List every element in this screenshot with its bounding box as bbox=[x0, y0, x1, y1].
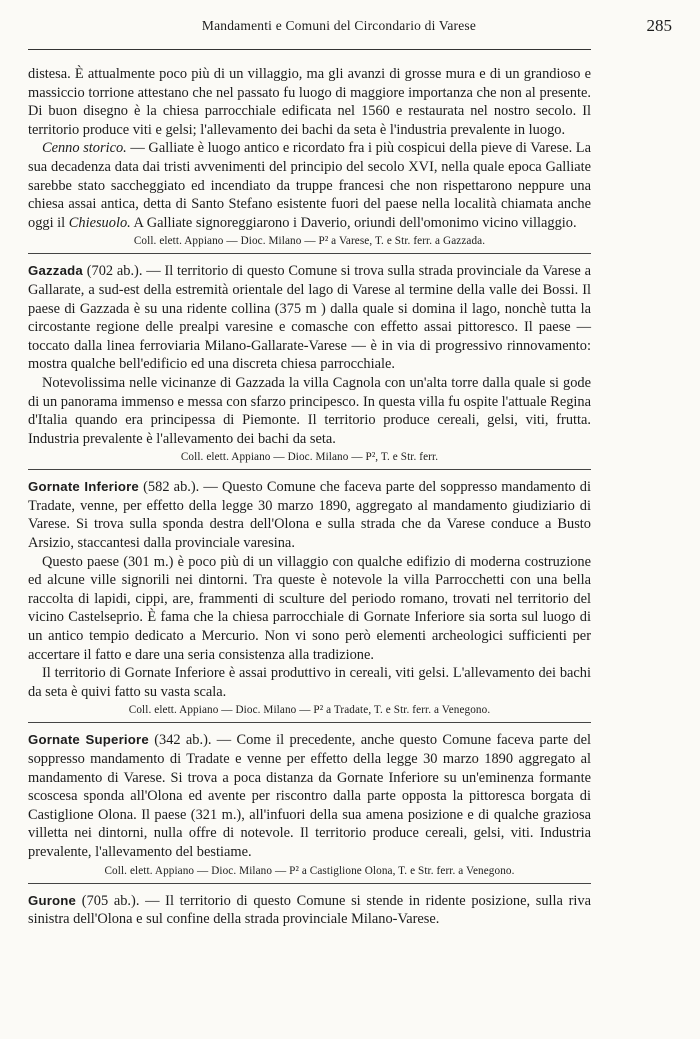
entry-divider bbox=[28, 883, 591, 884]
entry-divider bbox=[28, 253, 591, 254]
paragraph bbox=[28, 478, 591, 552]
place-name-chiesuolo: Chiesuolo. bbox=[68, 214, 131, 231]
historical-note bbox=[28, 139, 591, 232]
paragraph-text: (702 ab.). — Il territorio di questo Comune si trova sulla strada provinciale da Varese a Gallarate, a sud-est della estremità orientale del lago di Varese al termine della valle dei Bossi. Il paese di Gazzada è su una ridente collina (375 m ) dalla quale si domina il lago, nonchè tutta la circostante regione delle prealpi varesine e comasche con effetto assai pittoresco. Il paese — toccato dalla linea ferroviaria Milano-Gallarate-Varese — è in via di progressivo rinnovamento: mostra qualche bell'edificio ed una discreta chiesa parrocchiale. bbox=[28, 263, 591, 373]
paragraph-text: (582 ab.). — Questo Comune che faceva parte del soppresso mandamento di Tradate, venne, per effetto della legge 30 marzo 1890, aggregato al mandamento giudiziario di Varese. Si trova sulla sponda destra dell'Olona e sulla strada che da Varese conduce a Busto Arsizio, staccantesi dalla provinciale varesina. bbox=[28, 479, 591, 552]
entry-gornate-superiore bbox=[28, 731, 591, 877]
paragraph: distesa. È attualmente poco più di un villaggio, ma gli avanzi di grosse mura e di un grandioso e massiccio torrione attestano che nel passato fu luogo di maggiore importanza che non al presente. Di buon disegno è la chiesa parrocchiale edificata nel 1560 e restaurata nel nostro secolo. Il territorio produce viti e gelsi; l'allevamento dei bachi da seta è l'industria prevalente in luogo. bbox=[28, 66, 591, 138]
entry-gurone bbox=[28, 892, 591, 929]
header-rule bbox=[28, 49, 591, 50]
paragraph bbox=[28, 262, 591, 374]
entry-galliate bbox=[28, 65, 591, 248]
entry-name: Gornate Inferiore bbox=[28, 479, 139, 495]
paragraph: Notevolissima nelle vicinanze di Gazzada la villa Cagnola con un'alta torre dalla quale si gode di un panorama immenso e messa con sfarzo principesco. In questa villa fu ospite l'attuale Regina d'Italia quando era principessa di Piemonte. Il territorio produce cereali, gelsi, viti, frutta. Industria prevalente è l'allevamento dei bachi da seta. bbox=[28, 374, 591, 447]
historical-note-label: Cenno storico. bbox=[42, 140, 127, 157]
paragraph bbox=[28, 731, 591, 861]
entry-name: Gornate Superiore bbox=[28, 732, 149, 748]
page-number: 285 bbox=[646, 16, 672, 35]
electoral-note: Coll. elett. Appiano — Dioc. Milano — P², T. e Str. ferr. bbox=[180, 451, 439, 464]
running-title: Mandamenti e Comuni del Circondario di Varese bbox=[201, 18, 477, 33]
electoral-note: Coll. elett. Appiano — Dioc. Milano — P² a Castiglione Olona, T. e Str. ferr. a Venegono. bbox=[104, 864, 515, 877]
entry-name: Gazzada bbox=[28, 263, 83, 279]
paragraph-text: (705 ab.). — Il territorio di questo Comune si stende in ridente posizione, sulla riva sinistra dell'Olona e sul confine della strada provinciale Milano-Varese. bbox=[28, 892, 591, 928]
entry-gornate-inferiore bbox=[28, 478, 591, 717]
electoral-note: Coll. elett. Appiano — Dioc. Milano — P² a Varese, T. e Str. ferr. a Gazzada. bbox=[133, 235, 486, 248]
paragraph bbox=[28, 892, 591, 929]
entry-name: Gurone bbox=[28, 892, 77, 908]
entry-gazzada bbox=[28, 262, 591, 464]
entry-divider bbox=[28, 469, 591, 470]
page-body bbox=[28, 65, 591, 929]
page-header bbox=[28, 16, 672, 42]
paragraph-text: (342 ab.). — Come il precedente, anche questo Comune faceva parte del soppresso mandamento di Tradate e venne per effetto della legge 30 marzo 1890 aggregato al mandamento di Varese. Si trova a poca distanza da Gornate Inferiore su un'eminenza formante scoscesa sponda all'Olona ed avente per riscontro dalla parte opposta la pittoresca borgata di Castiglione Olona. Il paese (321 m.), all'infuori della sua amena posizione e di qualche graziosa villetta nei dintorni, nulla offre di notevole. Il territorio produce cereali, gelsi, viti. Industria prevalente, l'allevamento del bestiame. bbox=[28, 732, 592, 860]
historical-note-text: — Galliate è luogo antico e ricordato fra i più cospicui della pieve di Varese. La sua decadenza data dai tristi avvenimenti del principio del secolo XVI, nella quale epoca Galliate sarebbe stato saccheggiato ed incendiato da truppe francesi che non rispettarono neppure una chiesa assai antica, detta di Santo Stefano esistente fuori del paese nella località chiamata anche oggi il bbox=[28, 140, 591, 231]
entry-divider bbox=[28, 722, 591, 723]
electoral-note: Coll. elett. Appiano — Dioc. Milano — P² a Tradate, T. e Str. ferr. a Venegono. bbox=[128, 704, 491, 717]
paragraph: Il territorio di Gornate Inferiore è assai produttivo in cereali, viti gelsi. L'allevamento dei bachi da seta è quivi fatto su vasta scala. bbox=[28, 665, 591, 700]
paragraph: Questo paese (301 m.) è poco più di un villaggio con qualche edifizio di moderna costruzione ed alcune ville signorili nei dintorni. Tra queste è notevole la villa Parrocchetti con una bella raccolta di lapidi, cippi, are, frammenti di sculture del periodo romano, trovati nel territorio del vicino Castelseprio. È fama che la chiesa parrocchiale di Gornate Inferiore sia sorta sul luogo di un antico tempio dedicato a Mercurio. Non vi sono però elementi archeologici sufficienti per accertare il fatto e dare una seria consistenza alla tradizione. bbox=[28, 553, 591, 663]
historical-note-end: A Galliate signoreggiarono i Daverio, oriundi dell'omonimo vicino villaggio. bbox=[130, 214, 577, 231]
